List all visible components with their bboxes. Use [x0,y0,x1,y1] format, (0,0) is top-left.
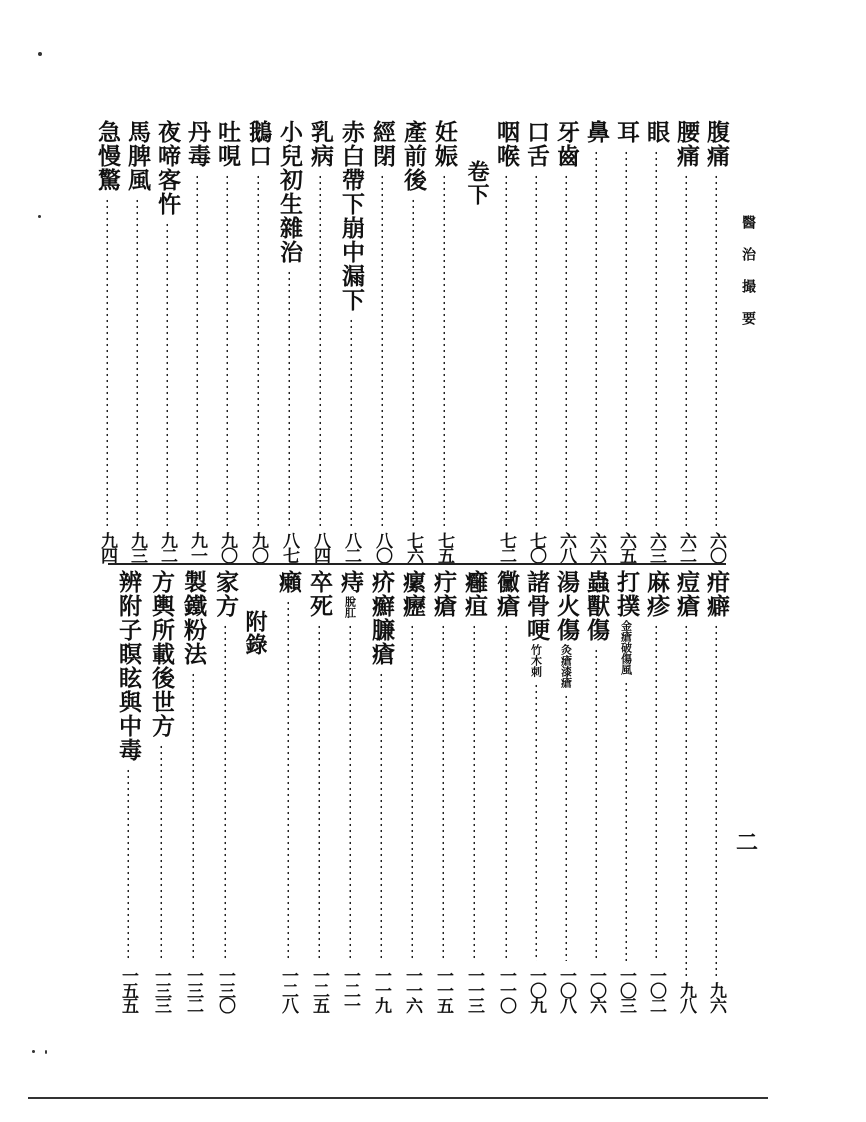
leader-dots [505,624,507,961]
entry-title: 丹毒 [184,120,211,168]
entry-page: 九四 [97,532,117,562]
toc-entry [550,120,582,562]
entry-page: 七二 [496,532,516,562]
entry-title: 小兒初生雜治 [276,120,303,264]
entry-page: 八〇 [372,532,392,562]
entry-title: 黴瘡 [493,570,520,618]
toc-entry [427,570,459,1012]
leader-dots [224,624,226,961]
entry-title: 瘰癧 [399,570,426,618]
leader-dots [685,624,687,976]
entry-page: 六三 [646,532,666,562]
toc-entry [145,570,177,1012]
toc-entry [550,570,582,1012]
leader-dots [565,694,567,961]
entry-subtitle: 竹木刺 [529,644,543,677]
entry-page: 一一三 [464,967,484,1012]
leader-dots [226,174,228,526]
toc-entry [580,120,612,562]
leader-dots [127,768,129,961]
entry-page: 九一 [187,532,207,562]
leader-dots [257,174,259,526]
toc-entry [366,120,398,562]
entry-title: 蟲獸傷 [583,570,610,642]
entry-page: 七〇 [526,532,546,562]
entry-title: 耳 [613,120,640,144]
entry-page: 一二八 [278,967,298,1012]
entry-page: 六八 [556,532,576,562]
entry-page: 六二 [676,532,696,562]
leader-dots [535,683,537,961]
toc-entry [273,120,305,562]
entry-title: 湯火傷 [553,570,580,642]
entry-title: 痘瘡 [673,570,700,618]
entry-page: 六五 [616,532,636,562]
toc-entry [211,120,243,562]
entry-title: 痔 [337,570,364,594]
toc-entry [242,120,274,562]
entry-page: 七六 [403,532,423,562]
toc-entry [610,120,642,562]
toc-entry [670,570,702,1012]
toc-entry [272,570,304,1012]
toc-entry [91,120,123,562]
leader-dots [288,270,290,526]
toc-entry [490,570,522,1012]
leader-dots [381,174,383,526]
toc-entry [640,120,672,562]
toc-entry [209,570,241,1012]
entry-subtitle: 脫肛 [343,596,357,618]
folio: 二 [736,830,759,856]
toc-entry [610,570,642,1012]
entry-title: 疔瘡 [430,570,457,618]
toc-entry [112,570,144,1012]
entry-page: 九六 [706,982,726,1012]
toc-entry [670,120,702,562]
entry-page: 一〇八 [556,967,576,1012]
toc-entry [181,120,213,562]
entry-title: 麻疹 [643,570,670,618]
leader-dots [380,672,382,961]
running-title: 醫治撮要 [740,215,756,343]
entry-title: 咽喉 [493,120,520,168]
toc-entry [365,570,397,1012]
entry-page: 一〇九 [526,967,546,1012]
appendix-heading: 附錄 [242,610,268,656]
entry-title: 方輿所載後世方 [148,570,175,738]
bottom-rule [28,1097,768,1099]
scan-speck [38,215,41,218]
scan-speck [45,1050,47,1054]
volume-heading: 卷下 [464,160,490,206]
toc-entry [303,570,335,1012]
entry-title: 腹痛 [703,120,730,168]
entry-title: 家方 [212,570,239,618]
leader-dots [166,222,168,526]
entry-page: 六〇 [706,532,726,562]
entry-page: 八二 [341,532,361,562]
entry-title: 辨附子瞑眩與中毒 [115,570,142,762]
leader-dots [473,624,475,961]
entry-title: 製鐵粉法 [180,570,207,666]
toc-entry [520,120,552,562]
toc-entry [700,120,732,562]
toc-entry [335,120,367,562]
leader-dots [349,624,351,961]
toc-entry [640,570,672,1012]
leader-dots [535,174,537,526]
leader-dots [287,600,289,961]
entry-page: 一〇三 [616,967,636,1012]
entry-page: 九〇 [217,532,237,562]
toc-entry [397,120,429,562]
leader-dots [625,681,627,961]
entry-title: 鼻 [583,120,610,144]
entry-page: 一二一 [340,967,360,1012]
entry-page: 九八 [676,982,696,1012]
entry-page: 八四 [310,532,330,562]
leader-dots [685,174,687,526]
entry-title: 乳病 [307,120,334,168]
entry-page: 一五五 [118,967,138,1012]
leader-dots [192,672,194,961]
entry-title: 癩 [275,570,302,594]
entry-page: 一一五 [433,967,453,1012]
leader-dots [318,624,320,961]
entry-title: 疳癖 [703,570,730,618]
section-divider [108,563,726,565]
entry-title: 牙齒 [553,120,580,168]
entry-page: 一三〇 [215,967,235,1012]
leader-dots [655,624,657,961]
leader-dots [411,624,413,961]
entry-title: 吐哯 [214,120,241,168]
leader-dots [443,174,445,526]
entry-page: 七五 [434,532,454,562]
entry-title: 經閉 [369,120,396,168]
entry-title: 眼 [643,120,670,144]
entry-subtitle: 灸瘡漆瘡 [559,644,573,688]
toc-entry [177,570,209,1012]
entry-title: 腰痛 [673,120,700,168]
leader-dots [715,624,717,976]
entry-title: 馬脾風 [124,120,151,192]
entry-page: 九二 [157,532,177,562]
entry-page: 八七 [279,532,299,562]
entry-title: 鵝口 [245,120,272,168]
toc-entry [520,570,552,1012]
leader-dots [565,174,567,526]
entry-title: 打撲 [613,570,640,618]
leader-dots [196,174,198,526]
leader-dots [655,150,657,526]
entry-page: 一三二 [183,967,203,1012]
entry-title: 產前後 [400,120,427,192]
leader-dots [505,174,507,526]
toc-entry [396,570,428,1012]
scan-speck [32,1050,35,1053]
entry-title: 卒死 [306,570,333,618]
entry-page: 一一六 [402,967,422,1012]
entry-page: 一一〇 [496,967,516,1012]
entry-subtitle: 金瘡破傷風 [619,620,633,675]
leader-dots [136,198,138,526]
entry-title: 諸骨哽 [523,570,550,642]
entry-page: 一二五 [309,967,329,1012]
leader-dots [442,624,444,961]
entry-title: 疥癬臁瘡 [368,570,395,666]
leader-dots [595,150,597,526]
entry-title: 急慢驚 [94,120,121,192]
toc-entry [580,570,612,1012]
leader-dots [350,318,352,526]
toc-entry [334,570,366,1012]
toc-entry [490,120,522,562]
entry-page: 九〇 [248,532,268,562]
entry-page: 一三三 [151,967,171,1012]
entry-page: 一〇六 [586,967,606,1012]
toc-entry [700,570,732,1012]
entry-page: 一一九 [371,967,391,1012]
entry-title: 癰疽 [461,570,488,618]
toc-entry [151,120,183,562]
entry-page: 一〇二 [646,967,666,1012]
scan-speck [38,52,42,56]
toc-entry [121,120,153,562]
toc-entry [458,570,490,1012]
entry-page: 六六 [586,532,606,562]
entry-title: 口舌 [523,120,550,168]
entry-title: 赤白帶下崩中漏下 [338,120,365,312]
leader-dots [412,198,414,526]
leader-dots [319,174,321,526]
leader-dots [160,744,162,961]
toc-entry [304,120,336,562]
entry-page: 九三 [127,532,147,562]
leader-dots [715,174,717,526]
leader-dots [595,648,597,961]
leader-dots [625,150,627,526]
leader-dots [106,198,108,526]
entry-title: 夜啼客忤 [154,120,181,216]
entry-title: 妊娠 [431,120,458,168]
toc-entry [428,120,460,562]
